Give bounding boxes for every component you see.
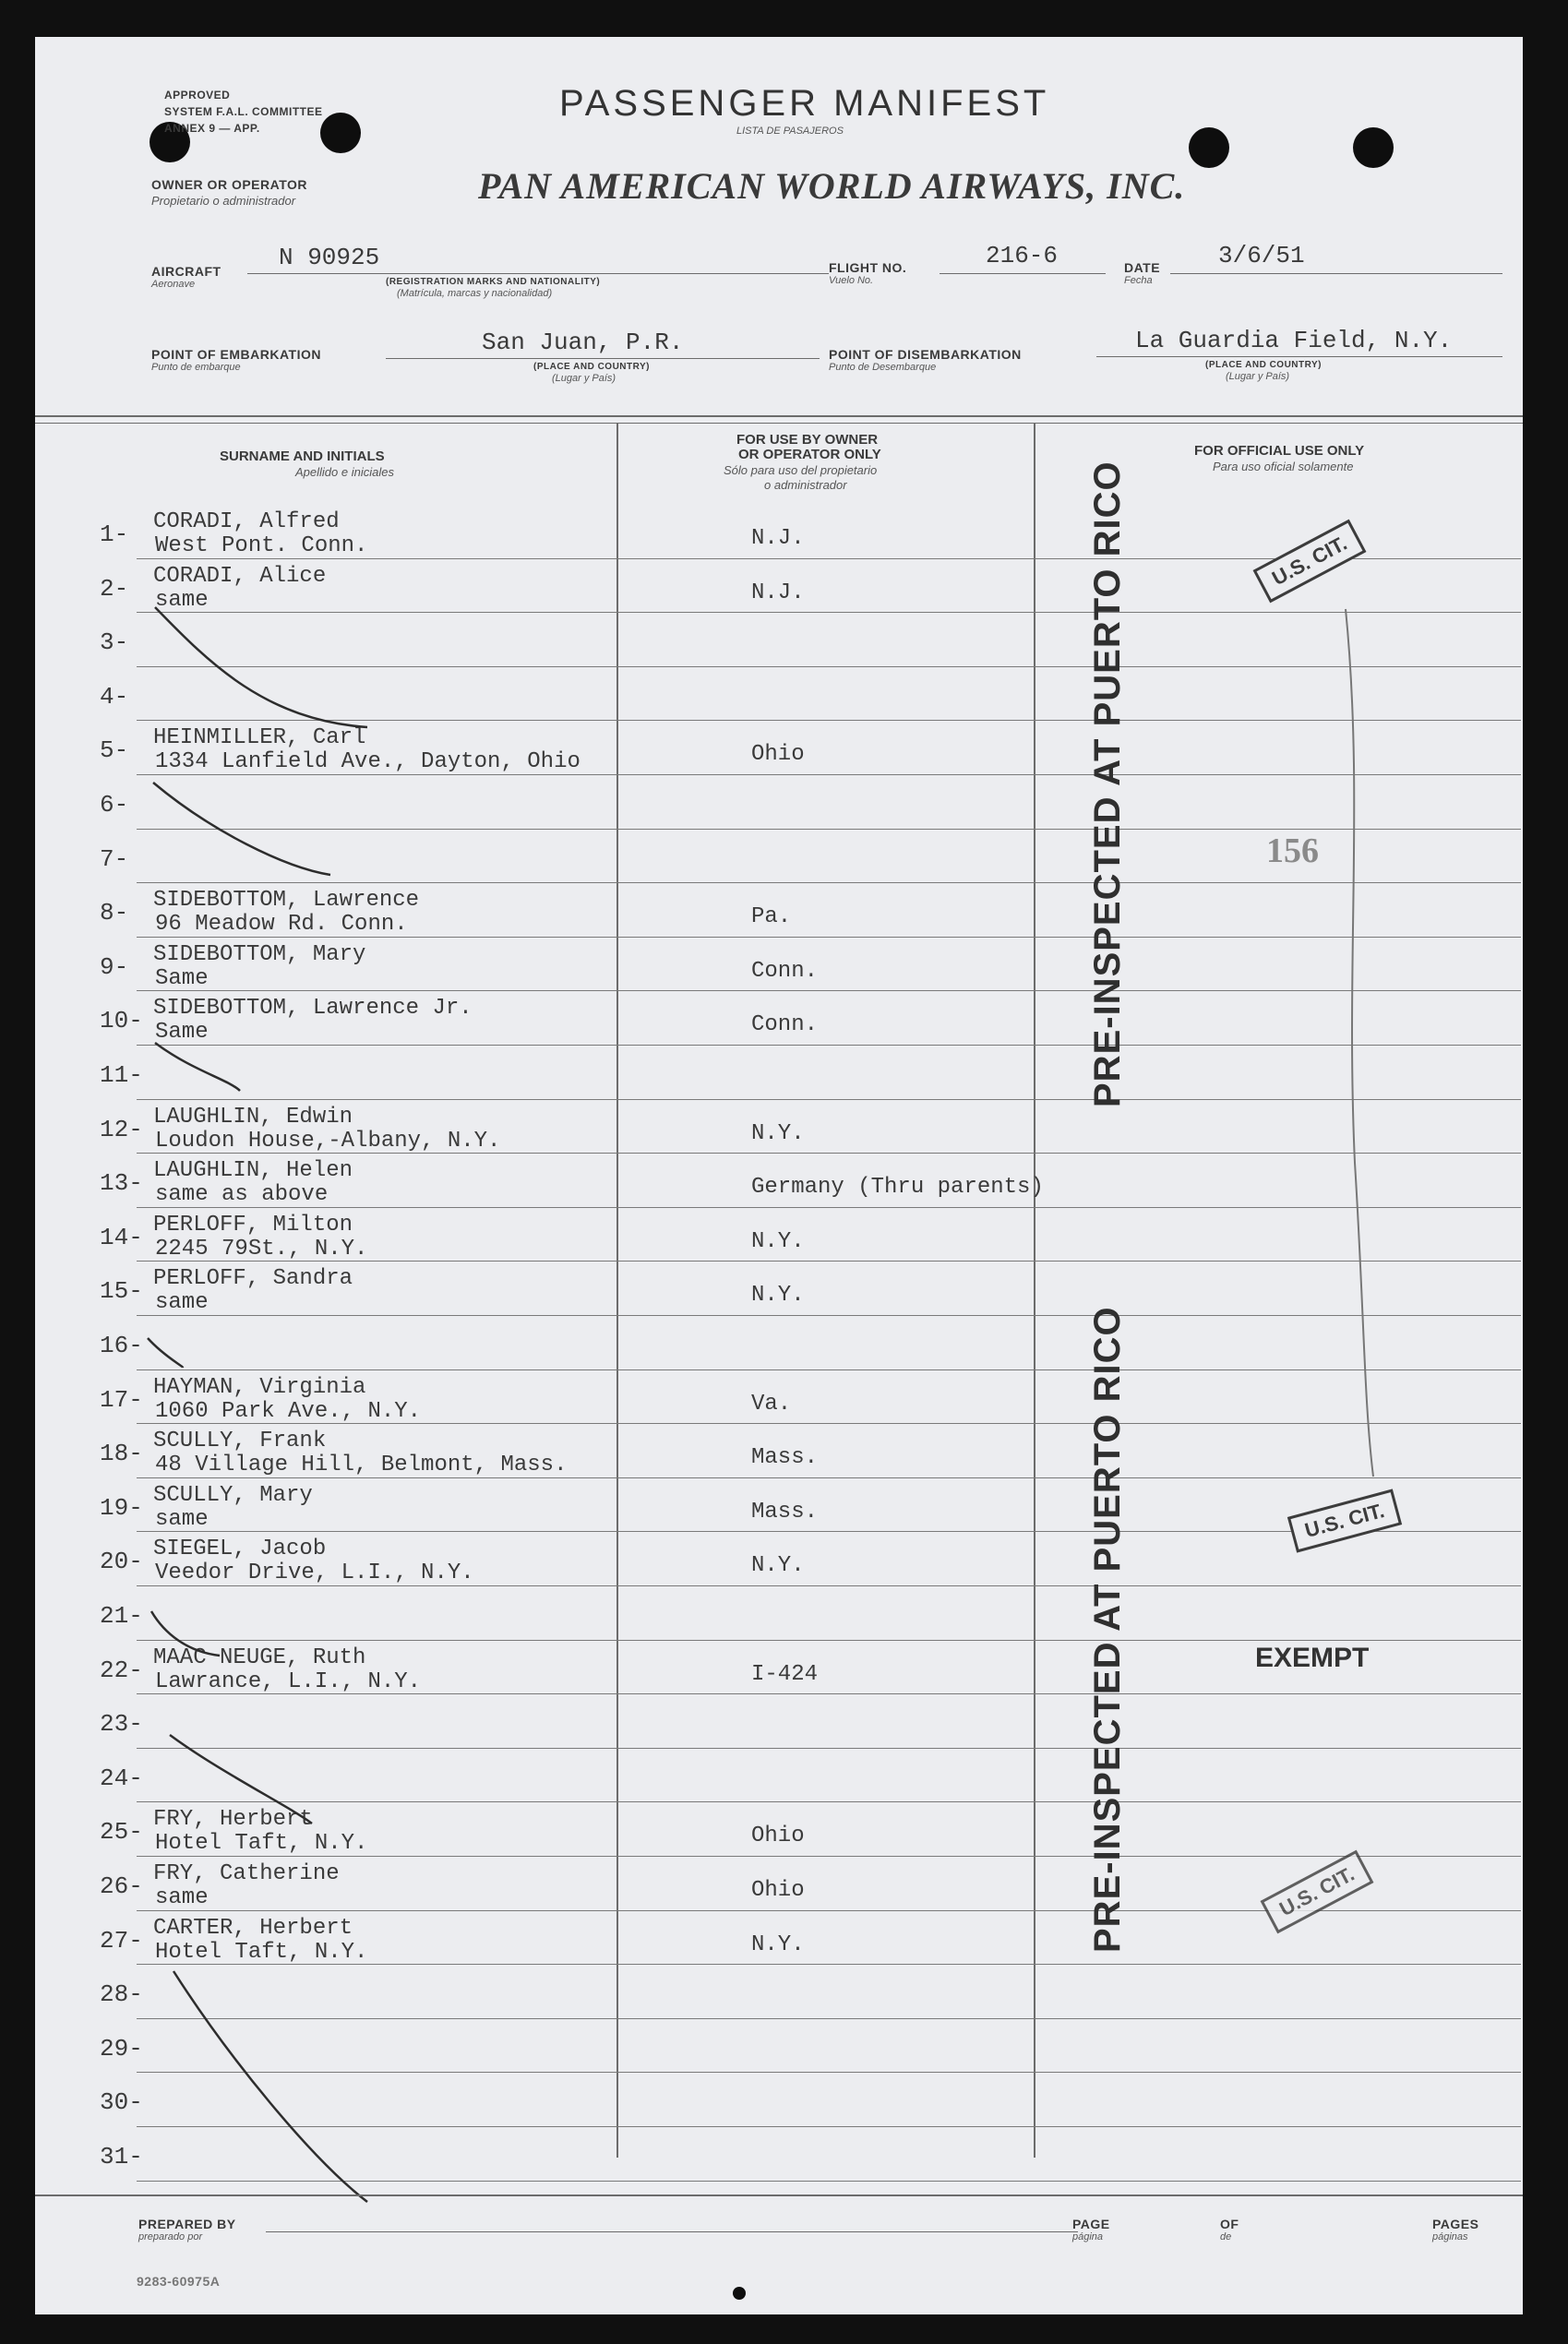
col1-header-es: Apellido e iniciales xyxy=(295,465,394,479)
operator-note: Ohio xyxy=(751,1824,805,1848)
row-number: 22- xyxy=(100,1656,143,1684)
disembark-label-es: Punto de Desembarque xyxy=(829,362,937,373)
row-number: 21- xyxy=(100,1602,143,1630)
col3-header-es: Para uso oficial solamente xyxy=(1213,460,1354,473)
passenger-address: Hotel Taft, N.Y. xyxy=(155,1940,368,1965)
date-value: 3/6/51 xyxy=(1218,242,1305,269)
row-number: 7- xyxy=(100,845,129,873)
passenger-name: CORADI, Alice xyxy=(153,564,327,589)
passenger-name: SIDEBOTTOM, Lawrence xyxy=(153,888,420,913)
registration-note: (REGISTRATION MARKS AND NATIONALITY) xyxy=(386,277,601,287)
operator-note: Va. xyxy=(751,1392,792,1417)
row-number: 31- xyxy=(100,2143,143,2171)
operator-note: I-424 xyxy=(751,1662,819,1687)
passenger-address: same as above xyxy=(155,1182,329,1207)
passenger-address: Lawrance, L.I., N.Y. xyxy=(155,1669,422,1694)
passenger-name: PERLOFF, Milton xyxy=(153,1213,353,1238)
row-number: 20- xyxy=(100,1548,143,1575)
operator-note: N.Y. xyxy=(751,1283,805,1308)
row-number: 10- xyxy=(100,1007,143,1034)
date-label-es: Fecha xyxy=(1124,275,1153,286)
passenger-address: Loudon House,-Albany, N.Y. xyxy=(155,1129,501,1154)
passenger-name: PERLOFF, Sandra xyxy=(153,1266,353,1291)
page-label: PAGE xyxy=(1072,2217,1110,2231)
operator-note: N.J. xyxy=(751,580,805,605)
row-number: 17- xyxy=(100,1386,143,1414)
row-number: 19- xyxy=(100,1494,143,1522)
passenger-address: Same xyxy=(155,1020,209,1045)
passenger-address: 2245 79St., N.Y. xyxy=(155,1237,368,1262)
row-number: 8- xyxy=(100,899,129,927)
official-number: 156 xyxy=(1266,831,1319,870)
manifest-sheet xyxy=(35,37,1523,2314)
pages-label-es: páginas xyxy=(1432,2231,1468,2242)
pages-label: PAGES xyxy=(1432,2217,1479,2231)
row-number: 29- xyxy=(100,2035,143,2063)
owner-label: OWNER OR OPERATOR xyxy=(151,177,307,192)
col2-header-l1: FOR USE BY OWNER xyxy=(736,432,879,448)
passenger-address: same xyxy=(155,1885,209,1910)
approval-line-2: SYSTEM F.A.L. COMMITTEE xyxy=(164,105,323,118)
disembark-place-note-es: (Lugar y País) xyxy=(1226,371,1290,382)
registration-note-es: (Matrícula, marcas y nacionalidad) xyxy=(397,288,553,299)
passenger-name: SIEGEL, Jacob xyxy=(153,1537,327,1561)
row-number: 3- xyxy=(100,628,129,656)
passenger-name: HEINMILLER, Carl xyxy=(153,725,366,750)
row-number: 11- xyxy=(100,1061,143,1089)
row-number: 24- xyxy=(100,1764,143,1792)
aircraft-label-es: Aeronave xyxy=(151,279,196,290)
flight-label-es: Vuelo No. xyxy=(829,275,874,286)
operator-note: Ohio xyxy=(751,1878,805,1903)
row-number: 25- xyxy=(100,1818,143,1846)
row-number: 16- xyxy=(100,1332,143,1359)
passenger-address: same xyxy=(155,1507,209,1532)
operator-note: Ohio xyxy=(751,742,805,767)
disembark-value: La Guardia Field, N.Y. xyxy=(1135,327,1453,354)
aircraft-value: N 90925 xyxy=(279,244,380,271)
prepared-by-label: PREPARED BY xyxy=(138,2217,236,2231)
row-number: 2- xyxy=(100,575,129,603)
passenger-address: 1334 Lanfield Ave., Dayton, Ohio xyxy=(155,749,581,774)
row-number: 15- xyxy=(100,1277,143,1305)
embark-place-note-es: (Lugar y País) xyxy=(552,373,616,384)
passenger-address: Hotel Taft, N.Y. xyxy=(155,1831,368,1856)
of-label-es: de xyxy=(1220,2231,1232,2242)
row-number: 13- xyxy=(100,1169,143,1197)
strike-lines xyxy=(35,37,1523,2314)
embark-label-es: Punto de embarque xyxy=(151,362,241,373)
passenger-address: Same xyxy=(155,966,209,991)
passenger-name: CARTER, Herbert xyxy=(153,1916,353,1941)
airline-name: PAN AMERICAN WORLD AIRWAYS, INC. xyxy=(478,165,1186,207)
col2-header-l2: OR OPERATOR ONLY xyxy=(738,447,881,462)
embark-label: POINT OF EMBARKATION xyxy=(151,347,321,362)
col2-header-es2: o administrador xyxy=(764,478,847,492)
disembark-place-note: (PLACE AND COUNTRY) xyxy=(1205,360,1322,370)
us-cit-stamp: U.S. CIT. xyxy=(1261,1850,1374,1934)
passenger-name: FRY, Herbert xyxy=(153,1807,313,1832)
aircraft-label: AIRCRAFT xyxy=(151,264,221,279)
row-number: 6- xyxy=(100,791,129,819)
row-number: 23- xyxy=(100,1710,143,1738)
punch-hole xyxy=(733,2287,746,2300)
operator-note: N.Y. xyxy=(751,1121,805,1146)
row-number: 30- xyxy=(100,2088,143,2116)
passenger-address: 48 Village Hill, Belmont, Mass. xyxy=(155,1453,568,1477)
operator-note: N.J. xyxy=(751,526,805,551)
passenger-name: SIDEBOTTOM, Lawrence Jr. xyxy=(153,996,473,1021)
passenger-name: LAUGHLIN, Edwin xyxy=(153,1105,353,1130)
row-number: 27- xyxy=(100,1927,143,1955)
passenger-name: LAUGHLIN, Helen xyxy=(153,1158,353,1183)
row-number: 14- xyxy=(100,1224,143,1251)
col1-header: SURNAME AND INITIALS xyxy=(220,448,385,464)
col2-header-es1: Sólo para uso del propietario xyxy=(724,463,878,477)
of-label: OF xyxy=(1220,2217,1239,2231)
passenger-address: Veedor Drive, L.I., N.Y. xyxy=(155,1561,474,1585)
operator-note: Mass. xyxy=(751,1445,819,1470)
flight-value: 216-6 xyxy=(986,242,1059,269)
passenger-address: 96 Meadow Rd. Conn. xyxy=(155,912,408,937)
passenger-name: SCULLY, Frank xyxy=(153,1429,327,1453)
row-number: 26- xyxy=(100,1872,143,1900)
embark-place-note: (PLACE AND COUNTRY) xyxy=(533,362,650,372)
row-number: 9- xyxy=(100,953,129,981)
row-number: 28- xyxy=(100,1980,143,2008)
passenger-name: CORADI, Alfred xyxy=(153,509,340,534)
operator-note: Conn. xyxy=(751,959,819,984)
row-number: 12- xyxy=(100,1116,143,1143)
us-cit-stamp: U.S. CIT. xyxy=(1287,1489,1402,1552)
operator-note: Mass. xyxy=(751,1500,819,1525)
operator-note: N.Y. xyxy=(751,1229,805,1254)
page-title: PASSENGER MANIFEST xyxy=(559,83,1050,124)
row-number: 18- xyxy=(100,1440,143,1467)
us-cit-stamp: U.S. CIT. xyxy=(1253,520,1367,604)
prepared-by-label-es: preparado por xyxy=(138,2231,203,2242)
approval-line-1: APPROVED xyxy=(164,89,231,102)
passenger-address: 1060 Park Ave., N.Y. xyxy=(155,1399,422,1424)
passenger-name: FRY, Catherine xyxy=(153,1861,340,1886)
form-number: 9283-60975A xyxy=(137,2274,221,2289)
col3-header: FOR OFFICIAL USE ONLY xyxy=(1194,443,1365,459)
page-label-es: página xyxy=(1072,2231,1104,2242)
flight-label: FLIGHT NO. xyxy=(829,260,907,275)
passenger-address: West Pont. Conn. xyxy=(155,533,368,558)
row-number: 1- xyxy=(100,520,129,548)
operator-note: Pa. xyxy=(751,904,792,929)
passenger-address: same xyxy=(155,1290,209,1315)
preinspected-stamp: PRE-INSPECTED AT PUERTO RICO xyxy=(1087,1306,1128,1953)
passenger-name: MAAC NEUGE, Ruth xyxy=(153,1645,366,1670)
passenger-name: SCULLY, Mary xyxy=(153,1483,313,1508)
approval-line-3: ANNEX 9 — APP. xyxy=(164,122,260,135)
operator-note: Germany (Thru parents) xyxy=(751,1175,1044,1200)
passenger-address: same xyxy=(155,588,209,613)
row-number: 4- xyxy=(100,683,129,711)
date-label: DATE xyxy=(1124,260,1161,275)
operator-note: Conn. xyxy=(751,1012,819,1037)
page-subtitle: LISTA DE PASAJEROS xyxy=(736,126,844,137)
owner-label-es: Propietario o administrador xyxy=(151,194,296,208)
passenger-name: HAYMAN, Virginia xyxy=(153,1375,366,1400)
disembark-label: POINT OF DISEMBARKATION xyxy=(829,347,1022,362)
operator-note: N.Y. xyxy=(751,1932,805,1957)
preinspected-stamp: PRE-INSPECTED AT PUERTO RICO xyxy=(1087,460,1128,1107)
passenger-name: SIDEBOTTOM, Mary xyxy=(153,942,366,967)
row-number: 5- xyxy=(100,736,129,764)
operator-note: N.Y. xyxy=(751,1553,805,1578)
exempt-mark: EXEMPT xyxy=(1255,1643,1370,1673)
embark-value: San Juan, P.R. xyxy=(482,329,684,356)
